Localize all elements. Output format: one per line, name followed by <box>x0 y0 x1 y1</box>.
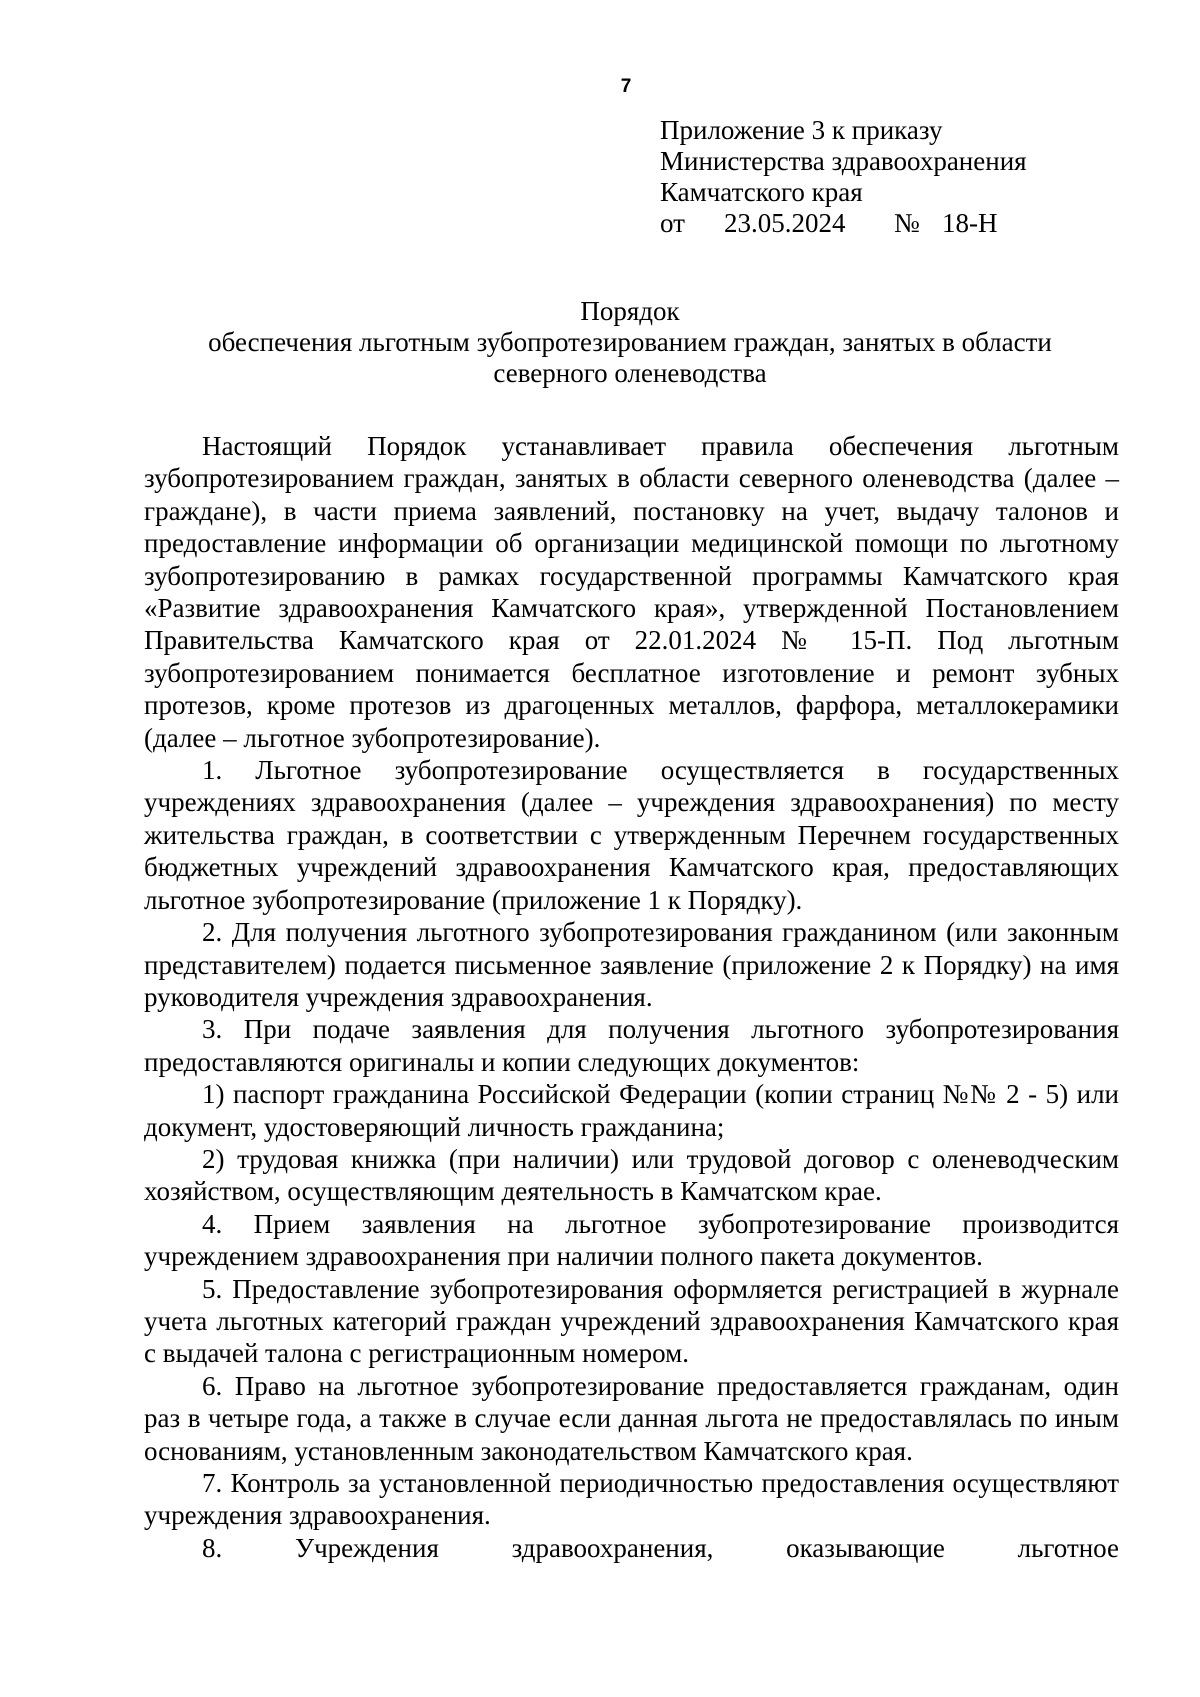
order-number: 18-Н <box>942 208 998 238</box>
number-sign: № <box>894 208 920 238</box>
paragraph-1: 1. Льготное зубопротезирование осуществляется в государственных учреждениях здравоохранения (далее – учреждения здравоохранения) по месту жительства граждан, в соответствии с утвержденным Перечнем государственных бюджетных учреждений здравоохранения Камчатского края, предоставляющих льготное зубопротезирование (приложение 1 к Порядку). <box>144 755 1119 915</box>
paragraph-5: 5. Предоставление зубопротезирования оформляется регистрацией в журнале учета льготных категорий граждан учреждений здравоохранения Камчатского края с выдачей талона с регистрационным номером. <box>144 1273 1119 1369</box>
document-title <box>140 296 1120 389</box>
paragraph-8: 8. Учреждения здравоохранения, оказывающие льготное <box>202 1532 1119 1563</box>
page-number: 7 <box>620 76 632 97</box>
paragraph-7: 7. Контроль за установленной периодичностью предоставления осуществляют учреждения здравоохранения. <box>144 1468 1119 1531</box>
paragraph-3-1: 1) паспорт гражданина Российской Федерации (копии страниц №№ 2 - 5) или документ, удостоверяющий личность гражданина; <box>144 1079 1119 1142</box>
title-line: обеспечения льготным зубопротезированием граждан, занятых в области <box>208 327 1052 357</box>
paragraph-6: 6. Право на льготное зубопротезирование предоставляется гражданам, один раз в четыре года, а также в случае если данная льгота не предоставлялась по иным основаниям, установленным законодательством Камчатского края. <box>144 1370 1119 1466</box>
paragraph-intro: Настоящий Порядок устанавливает правила обеспечения льготным зубопротезированием граждан, занятых в области северного оленеводства (далее – граждане), в части приема заявлений, постановку на учет, выдачу талонов и предоставление информации об организации медицинской помощи по льготному зубопротезированию в рамках государственной программы Камчатского края «Развитие здравоохранения Камчатского края», утвержденной Постановлением Правительства Камчатского края от 22.01.2024 № 15-П. Под льготным зубопротезированием понимается бесплатное изготовление и ремонт зубных протезов, кроме протезов из драгоценных металлов, фарфора, металлокерамики (далее – льготное зубопротезирование). <box>144 431 1119 753</box>
title-line: Порядок <box>580 296 680 326</box>
paragraph-3: 3. При подаче заявления для получения льготного зубопротезирования предоставляются оригиналы и копии следующих документов: <box>144 1014 1119 1077</box>
appendix-header <box>660 115 1027 239</box>
order-date: 23.05.2024 <box>724 208 846 238</box>
document-body <box>144 430 1119 1564</box>
from-label: от <box>660 208 685 238</box>
appendix-line: Министерства здравоохранения <box>660 146 1027 176</box>
paragraph-2: 2. Для получения льготного зубопротезирования гражданином (или законным представителем) подается письменное заявление (приложение 2 к Порядку) на имя руководителя учреждения здравоохранения. <box>144 917 1119 1012</box>
paragraph-3-2: 2) трудовая книжка (при наличии) или трудовой договор с оленеводческим хозяйством, осуществляющим деятельность в Камчатском крае. <box>144 1143 1119 1207</box>
appendix-line: Приложение 3 к приказу <box>660 115 943 145</box>
appendix-date-row <box>660 208 1027 239</box>
title-line: северного оленеводства <box>493 358 767 388</box>
paragraph-4: 4. Прием заявления на льготное зубопротезирование производится учреждением здравоохранения при наличии полного пакета документов. <box>144 1208 1119 1272</box>
appendix-line: Камчатского края <box>660 177 863 207</box>
